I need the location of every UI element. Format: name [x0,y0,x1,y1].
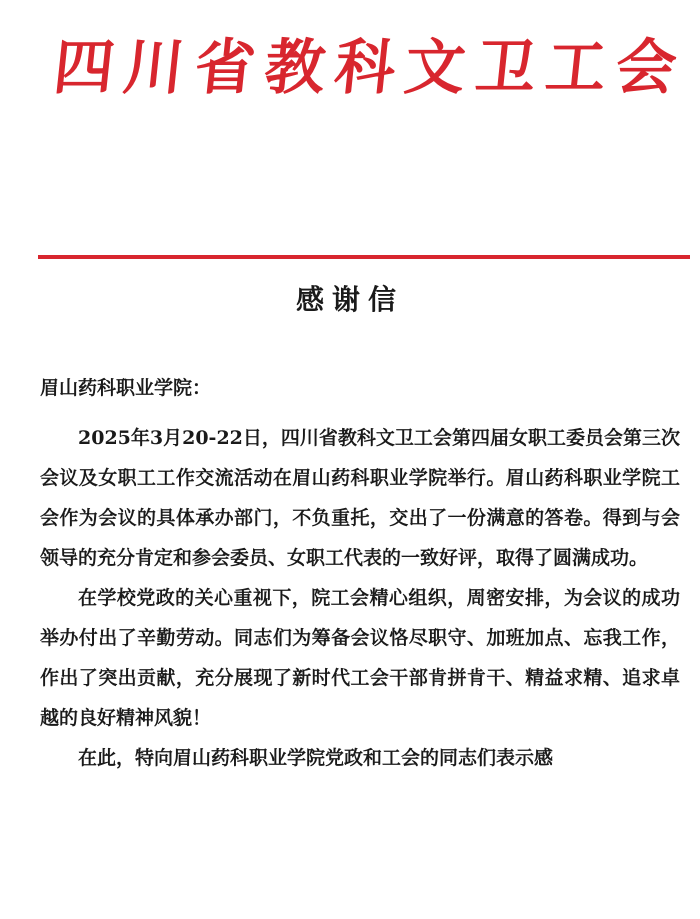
letterhead-char: 卫 [471,33,540,103]
salutation: 眉山药科职业学院： [40,377,212,399]
body-paragraph: 在学校党政的关心重视下，院工会精心组织，周密安排，为会议的成功举办付出了辛勤劳动。同志们为筹备会议恪尽职守、加班加点、忘我工作，作出了突出贡献，充分展现了新时代工会干部肯拼肯干、精益求精、追求卓越的良好精神风貌！ [40,587,680,729]
letterhead-char: 科 [331,33,399,103]
letterhead-char: 省 [190,33,259,103]
letterhead-char: 川 [120,33,188,103]
letterhead [50,28,680,108]
letterhead-char: 四 [50,33,118,103]
letterhead-char: 工 [542,33,610,103]
letterhead-char: 会 [612,33,680,103]
letter-body [40,418,680,778]
letterhead-char: 文 [401,33,469,103]
letterhead-divider [38,255,690,259]
body-paragraph: 2025年3月20-22日，四川省教科文卫工会第四届女职工委员会第三次会议及女职工工作交流活动在眉山药科职业学院举行。眉山药科职业学院工会作为会议的具体承办部门，不负重托，交出了一份满意的答卷。得到与会领导的充分肯定和参会委员、女职工代表的一致好评，取得了圆满成功。 [40,427,680,569]
letter-title: 感谢信 [295,283,404,316]
letterhead-char: 教 [261,33,329,103]
body-paragraph: 在此，特向眉山药科职业学院党政和工会的同志们表示感 [78,747,554,769]
